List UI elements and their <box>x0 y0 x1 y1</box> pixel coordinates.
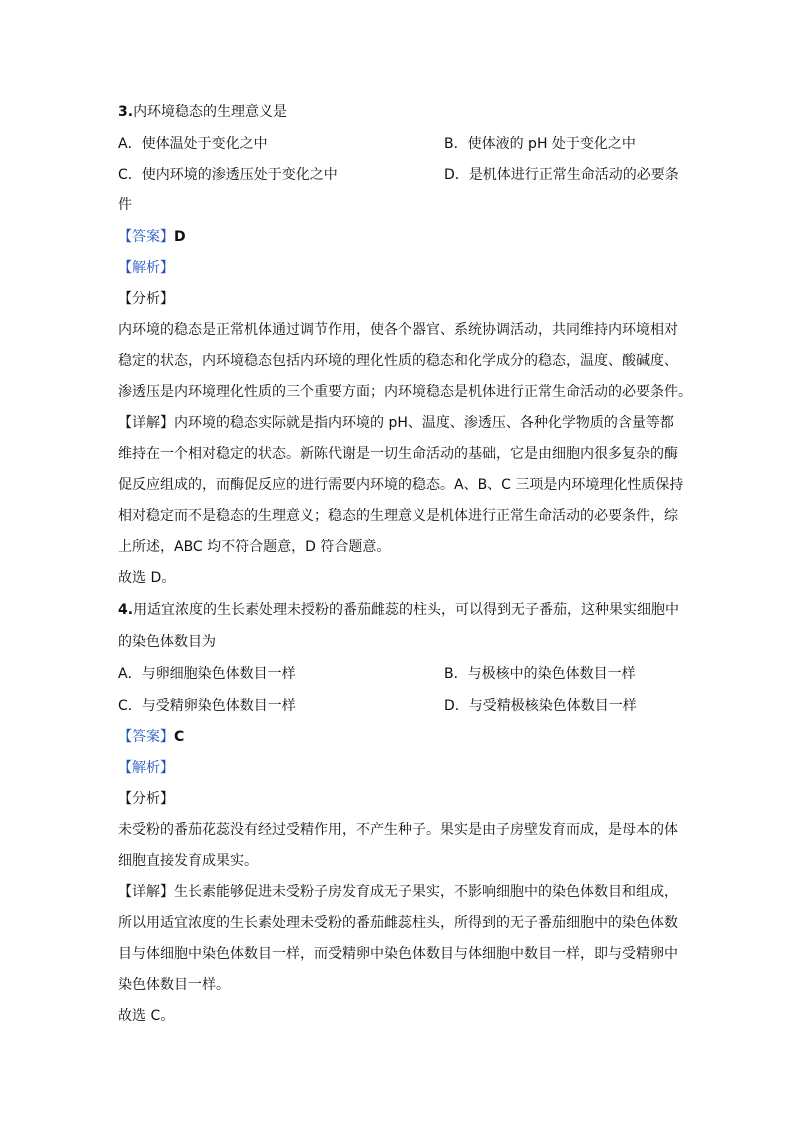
q4-option-c: C．与受精卵染色体数目一样 <box>118 698 296 714</box>
q3-answer-tag: 【答案】 <box>118 229 174 245</box>
q4-xiangjie <box>118 882 678 902</box>
q4-option-b: B．与极核中的染色体数目一样 <box>444 666 636 682</box>
q4-fenxi-tag: 【分析】 <box>118 791 174 807</box>
q4-xiangjie-line-1: 所以用适宜浓度的生长素处理未受粉的番茄雌蕊柱头，所得到的无子番茄细胞中的染色体数 <box>118 915 678 931</box>
q3-xiangjie <box>118 413 674 433</box>
q4-answer-tag: 【答案】 <box>118 729 174 745</box>
q3-conclusion: 故选 D。 <box>118 570 176 586</box>
q3-option-b: B．使体液的 pH 处于变化之中 <box>444 136 636 152</box>
q3-answer <box>118 227 186 247</box>
q4-xiangjie-line-3: 染色体数目一样。 <box>118 977 230 993</box>
q4-xiangjie-first: 生长素能够促进未受粉子房发育成无子果实，不影响细胞中的染色体数目和组成， <box>174 884 678 900</box>
q4-jiexi-tag: 【解析】 <box>118 760 174 776</box>
q4-stem <box>118 600 679 620</box>
q3-fenxi-line-1: 内环境的稳态是正常机体通过调节作用，使各个器官、系统协调活动，共同维持内环境相对 <box>118 322 678 338</box>
q4-fenxi-line-1: 未受粉的番茄花蕊没有经过受精作用，不产生种子。果实是由子房壁发育而成，是母本的体 <box>118 822 678 838</box>
q4-conclusion: 故选 C。 <box>118 1008 175 1024</box>
q4-stem-line-2: 的染色体数目为 <box>118 634 216 650</box>
q3-option-d-wrap: 件 <box>118 197 132 213</box>
q3-fenxi-line-3: 渗透压是内环境理化性质的三个重要方面；内环境稳态是机体进行正常生命活动的必要条件。 <box>118 384 692 400</box>
q3-stem <box>118 102 287 122</box>
q4-answer <box>118 727 184 747</box>
q4-option-a: A．与卵细胞染色体数目一样 <box>118 666 296 682</box>
q4-fenxi-line-2: 细胞直接发育成果实。 <box>118 853 258 869</box>
q3-option-a: A．使体温处于变化之中 <box>118 136 268 152</box>
q3-fenxi-line-2: 稳定的状态，内环境稳态包括内环境的理化性质的稳态和化学成分的稳态，温度、酸碱度、 <box>118 353 678 369</box>
q4-xiangjie-line-2: 目与体细胞中染色体数目一样，而受精卵中染色体数目与体细胞中数目一样，即与受精卵中 <box>118 946 678 962</box>
q3-xiangjie-tag: 【详解】 <box>118 415 174 431</box>
q3-fenxi-tag: 【分析】 <box>118 291 174 307</box>
q3-xiangjie-line-3: 相对稳定而不是稳态的生理意义；稳态的生理意义是机体进行正常生命活动的必要条件，综 <box>118 508 678 524</box>
q3-xiangjie-line-2: 促反应组成的，而酶促反应的进行需要内环境的稳态。A、B、C 三项是内环境理化性质保持 <box>118 477 684 493</box>
q3-xiangjie-line-1: 维持在一个相对稳定的状态。新陈代谢是一切生命活动的基础，它是由细胞内很多复杂的酶 <box>118 446 678 462</box>
q4-answer-value: C <box>174 729 185 745</box>
q4-stem-text: 用适宜浓度的生长素处理未授粉的番茄雌蕊的柱头，可以得到无子番茄，这种果实细胞中 <box>133 602 680 618</box>
q3-option-c: C．使内环境的渗透压处于变化之中 <box>118 167 338 183</box>
q4-number: 4. <box>118 602 134 618</box>
q3-xiangjie-line-4: 上所述，ABC 均不符合题意，D 符合题意。 <box>118 539 391 555</box>
q3-number: 3. <box>118 104 134 120</box>
q3-xiangjie-first: 内环境的稳态实际就是指内环境的 pH、温度、渗透压、各种化学物质的含量等都 <box>174 415 674 431</box>
q3-option-d: D．是机体进行正常生命活动的必要条 <box>444 167 679 183</box>
q3-jiexi-tag: 【解析】 <box>118 260 174 276</box>
q4-xiangjie-tag: 【详解】 <box>118 884 174 900</box>
q3-answer-value: D <box>174 229 186 245</box>
q4-option-d: D．与受精极核染色体数目一样 <box>444 698 637 714</box>
q3-stem-text: 内环境稳态的生理意义是 <box>133 104 288 120</box>
